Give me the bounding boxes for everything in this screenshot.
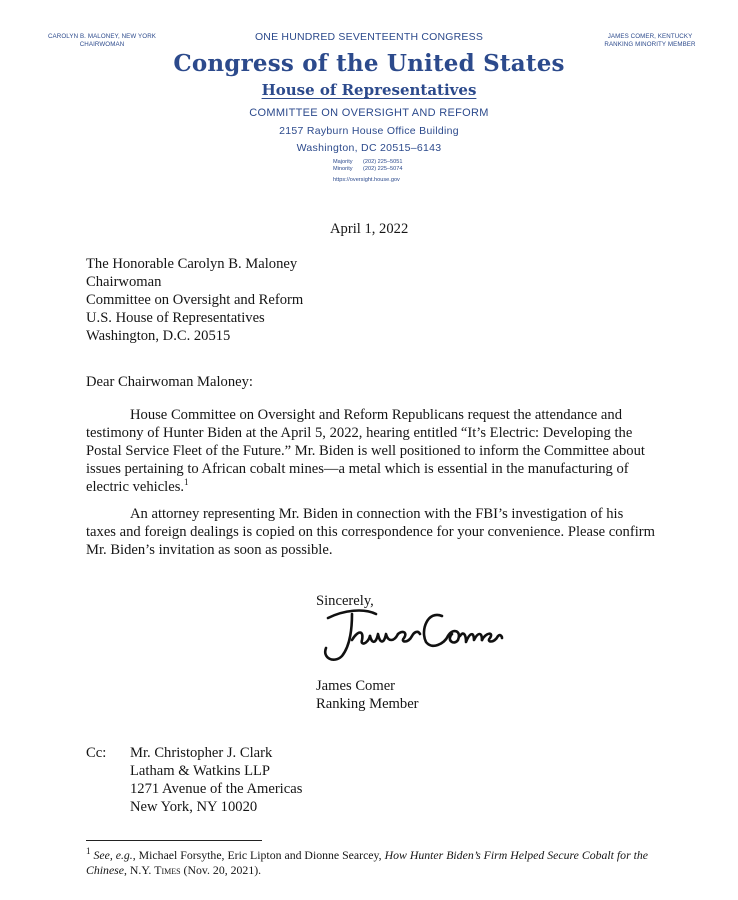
ranking-member-title: RANKING MINORITY MEMBER	[604, 41, 696, 48]
paragraph-2-text: An attorney representing Mr. Biden in connection with the FBI’s investigation of his taxes and foreign dealings is copied on this correspondence for your convenience. Please confirm Mr. Biden’s invitation as soon as possible.	[86, 506, 655, 558]
footnote-article-title: How Hunter Biden’s Firm Helped Secure Cobalt for the Chinese	[86, 848, 649, 877]
recipient-line: Washington, D.C. 20515	[86, 328, 231, 344]
recipient-line: U.S. House of Representatives	[86, 310, 265, 326]
chairwoman-name: CAROLYN B. MALONEY, NEW YORK	[47, 33, 156, 40]
footnote-see: See, e.g.	[93, 848, 133, 862]
letter-date: April 1, 2022	[330, 221, 409, 237]
paragraph-1-text: House Committee on Oversight and Reform Republicans request the attendance and testimony of Hunter Biden at the April 5, 2022, hearing entitled “It’s Electric: Developing the Postal Service Fleet of the Future.” Mr. Biden is well positioned to inform the Committee about issues pertaining to African cobalt mines—a metal which is essential in the manufacturing of electric vehicles.	[86, 407, 645, 495]
cc-line: 1271 Avenue of the Americas	[130, 781, 303, 797]
footnote-source: , N.Y.	[124, 863, 155, 877]
cc-line: New York, NY 10020	[130, 799, 258, 815]
recipient-line: Chairwoman	[86, 274, 162, 290]
phone-block	[333, 159, 453, 184]
footnote-publication: Times	[154, 863, 181, 877]
signature	[316, 600, 506, 670]
congress-number: ONE HUNDRED SEVENTEENTH CONGRESS	[254, 31, 484, 43]
signer-title: Ranking Member	[316, 696, 419, 712]
chairwoman-title: CHAIRWOMAN	[79, 41, 125, 48]
majority-phone: (202) 225–5051	[363, 159, 403, 165]
closing: Sincerely,	[316, 593, 374, 609]
congress-title: Congress of the United States	[173, 50, 565, 77]
recipient-line: Committee on Oversight and Reform	[86, 292, 304, 308]
ranking-member-name: JAMES COMER, KENTUCKY	[607, 33, 693, 40]
minority-label: Minority	[333, 166, 353, 172]
footnote	[86, 848, 666, 878]
footnote-reference: 1	[184, 477, 189, 488]
city-address: Washington, DC 20515–6143	[296, 142, 442, 154]
cc-line: Latham & Watkins LLP	[130, 763, 271, 779]
body-paragraph-2	[86, 505, 656, 559]
house-title: House of Representatives	[261, 81, 477, 99]
cc-line: Mr. Christopher J. Clark	[130, 745, 273, 761]
cc-label: Cc:	[86, 745, 107, 761]
salutation: Dear Chairwoman Maloney:	[86, 374, 253, 390]
signature-image	[316, 600, 506, 670]
building-address: 2157 Rayburn House Office Building	[279, 125, 459, 137]
signer-name: James Comer	[316, 678, 396, 694]
minority-phone: (202) 225–5074	[363, 166, 403, 172]
body-paragraph-1	[86, 406, 656, 496]
committee-name: COMMITTEE ON OVERSIGHT AND REFORM	[249, 107, 489, 119]
signer-block	[316, 677, 419, 713]
recipient-address	[86, 255, 303, 345]
footnote-date: (Nov. 20, 2021).	[180, 863, 262, 877]
footnote-authors: , Michael Forsythe, Eric Lipton and Dionne Searcey,	[132, 848, 385, 862]
recipient-line: The Honorable Carolyn B. Maloney	[86, 256, 298, 272]
footnote-separator	[86, 840, 262, 841]
majority-label: Majority	[333, 159, 353, 165]
cc-address	[130, 744, 302, 816]
website-link[interactable]: https://oversight.house.gov	[333, 177, 400, 183]
footnote-number: 1	[86, 846, 91, 857]
